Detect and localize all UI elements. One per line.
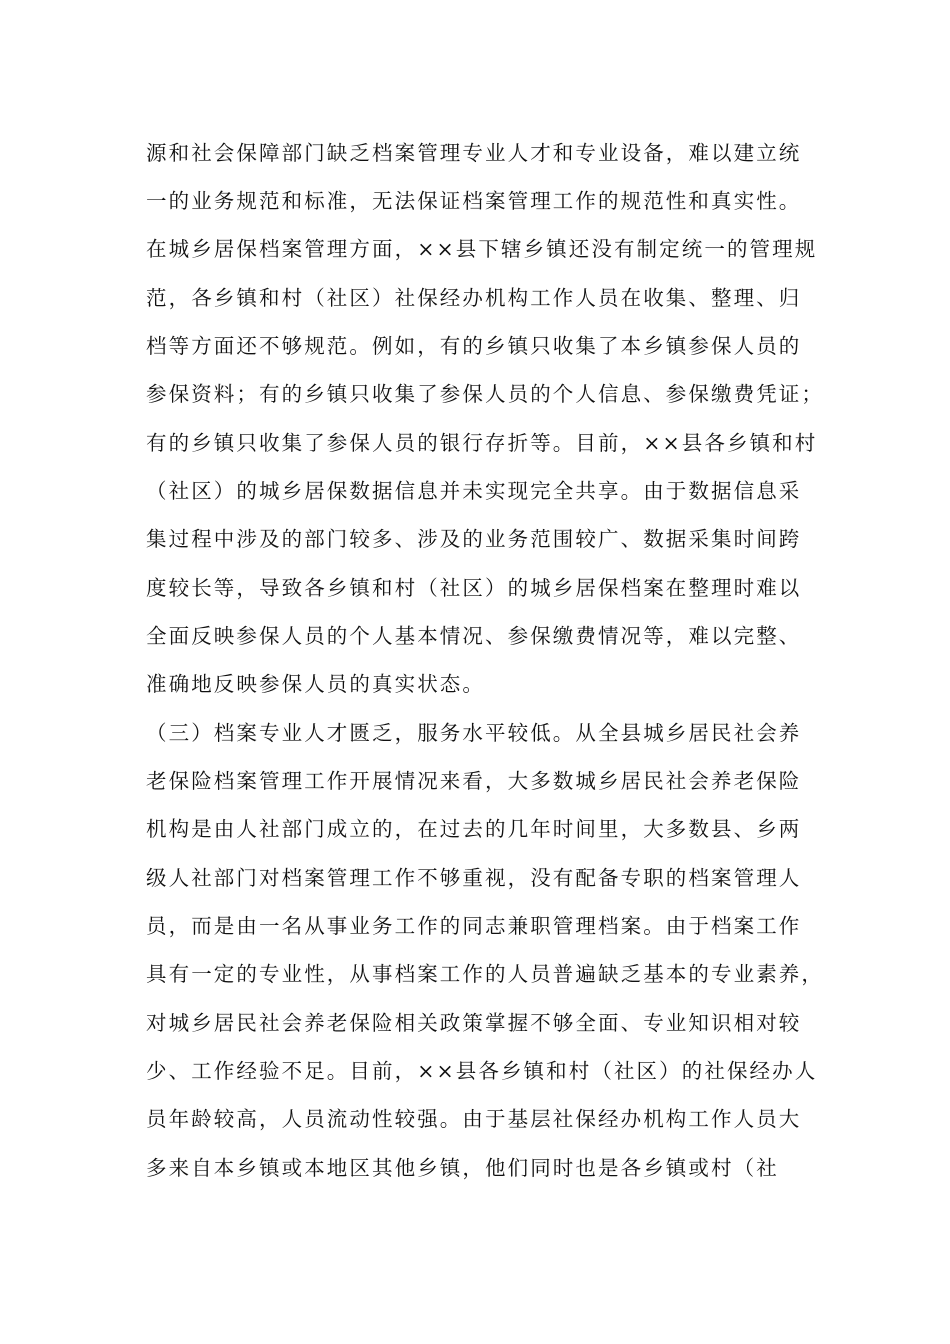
text-line: 全面反映参保人员的个人基本情况、参保缴费情况等，难以完整、: [146, 624, 802, 648]
text-line: 具有一定的专业性，从事档案工作的人员普遍缺乏基本的专业素养，: [146, 962, 824, 986]
text-line: 度较长等，导致各乡镇和村（社区）的城乡居保档案在整理时难以: [146, 576, 802, 600]
text-line: 机构是由人社部门成立的，在过去的几年时间里，大多数县、乡两: [146, 817, 802, 841]
text-line: 集过程中涉及的部门较多、涉及的业务范围较广、数据采集时间跨: [146, 527, 802, 551]
text-line: 档等方面还不够规范。例如，有的乡镇只收集了本乡镇参保人员的: [146, 334, 802, 358]
text-line: 范，各乡镇和村（社区）社保经办机构工作人员在收集、整理、归: [146, 286, 802, 310]
text-line: 级人社部门对档案管理工作不够重视，没有配备专职的档案管理人: [146, 866, 802, 890]
text-line: 有的乡镇只收集了参保人员的银行存折等。目前，××县各乡镇和村: [146, 431, 818, 455]
text-line: 参保资料；有的乡镇只收集了参保人员的个人信息、参保缴费凭证；: [146, 382, 824, 406]
text-line: 一的业务规范和标准，无法保证档案管理工作的规范性和真实性。: [146, 189, 802, 213]
text-line: 老保险档案管理工作开展情况来看，大多数城乡居民社会养老保险: [146, 769, 802, 793]
section-heading-line: （三）档案专业人才匮乏，服务水平较低。从全县城乡居民社会养: [146, 721, 802, 745]
text-line: 员，而是由一名从事业务工作的同志兼职管理档案。由于档案工作: [146, 914, 802, 938]
text-line: 源和社会保障部门缺乏档案管理专业人才和专业设备，难以建立统: [146, 141, 802, 165]
text-line: （社区）的城乡居保数据信息并未实现完全共享。由于数据信息采: [146, 479, 802, 503]
text-line: 准确地反映参保人员的真实状态。: [146, 672, 485, 696]
text-line: 在城乡居保档案管理方面，××县下辖乡镇还没有制定统一的管理规: [146, 237, 818, 261]
text-line: 员年龄较高，人员流动性较强。由于基层社保经办机构工作人员大: [146, 1107, 802, 1131]
text-line: 少、工作经验不足。目前，××县各乡镇和村（社区）的社保经办人: [146, 1059, 818, 1083]
text-line: 多来自本乡镇或本地区其他乡镇，他们同时也是各乡镇或村（社: [146, 1156, 779, 1180]
text-line: 对城乡居民社会养老保险相关政策掌握不够全面、专业知识相对较: [146, 1011, 802, 1035]
